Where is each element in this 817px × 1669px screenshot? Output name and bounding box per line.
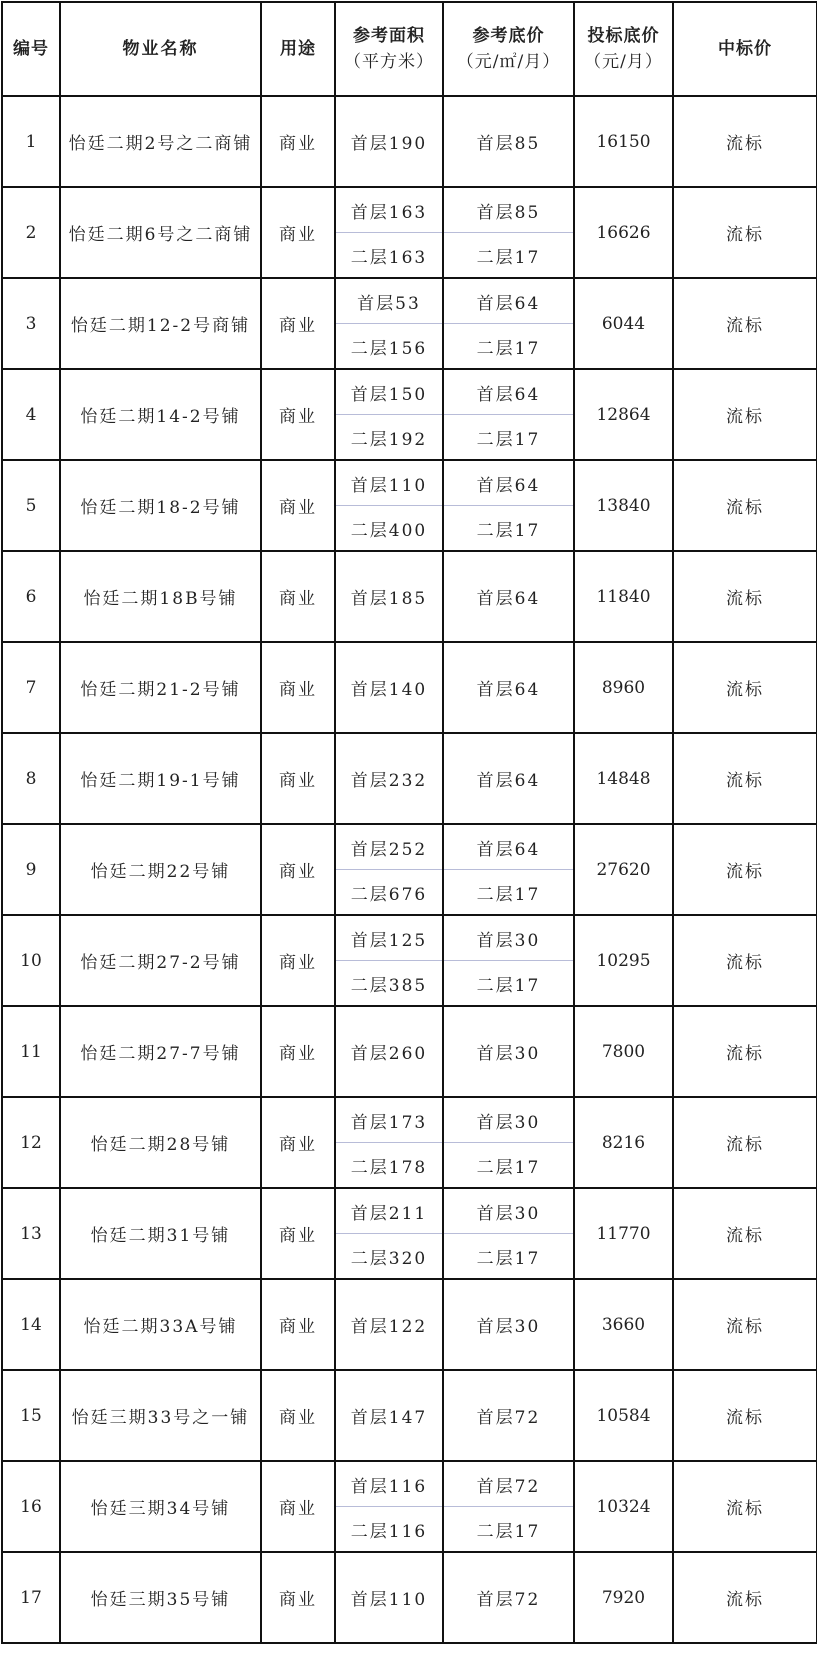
cell-no: 16 — [2, 1461, 60, 1552]
cell-price — [443, 460, 574, 551]
cell-win: 流标 — [673, 1370, 817, 1461]
cell-price-line: 二层17 — [444, 323, 573, 368]
cell-area-line: 首层163 — [350, 202, 428, 223]
cell-win: 流标 — [673, 1461, 817, 1552]
cell-price-line: 首层30 — [476, 1317, 541, 1337]
cell-price-line: 首层30 — [476, 1203, 541, 1224]
cell-price — [443, 733, 574, 824]
cell-price — [443, 824, 574, 915]
cell-price-line: 二层17 — [444, 1233, 573, 1278]
cell-price-line: 首层64 — [476, 589, 541, 609]
cell-name: 怡廷三期34号铺 — [60, 1461, 261, 1552]
table-row — [2, 96, 817, 187]
cell-win: 流标 — [673, 187, 817, 278]
cell-bid: 14848 — [574, 733, 673, 824]
cell-price-line: 首层72 — [476, 1408, 541, 1428]
cell-name: 怡廷二期27-2号铺 — [60, 915, 261, 1006]
cell-area-line: 二层385 — [336, 960, 442, 1005]
cell-price-line: 二层17 — [444, 1506, 573, 1551]
cell-win: 流标 — [673, 642, 817, 733]
table-row — [2, 915, 817, 1006]
cell-price — [443, 1097, 574, 1188]
cell-no: 2 — [2, 187, 60, 278]
cell-bid: 11840 — [574, 551, 673, 642]
table-body — [2, 96, 817, 1643]
cell-price — [443, 1279, 574, 1370]
cell-name: 怡廷二期22号铺 — [60, 824, 261, 915]
cell-area-line: 首层116 — [350, 1476, 428, 1497]
header-price — [443, 2, 574, 96]
cell-bid: 13840 — [574, 460, 673, 551]
cell-win: 流标 — [673, 551, 817, 642]
cell-area — [335, 369, 443, 460]
cell-bid: 6044 — [574, 278, 673, 369]
cell-area-line: 首层211 — [350, 1203, 428, 1224]
header-area — [335, 2, 443, 96]
cell-area — [335, 278, 443, 369]
cell-name: 怡廷二期21-2号铺 — [60, 642, 261, 733]
cell-bid: 10584 — [574, 1370, 673, 1461]
cell-bid: 7920 — [574, 1552, 673, 1643]
cell-win: 流标 — [673, 96, 817, 187]
cell-area-line: 首层53 — [357, 293, 421, 314]
cell-no: 10 — [2, 915, 60, 1006]
cell-price-line: 首层64 — [476, 680, 541, 700]
cell-use: 商业 — [261, 1552, 335, 1643]
cell-bid: 10324 — [574, 1461, 673, 1552]
cell-price-line: 首层64 — [476, 384, 541, 405]
cell-area-line: 首层232 — [350, 771, 428, 791]
cell-price — [443, 642, 574, 733]
table-row — [2, 1188, 817, 1279]
cell-area — [335, 96, 443, 187]
cell-win: 流标 — [673, 1097, 817, 1188]
cell-name: 怡廷二期2号之二商铺 — [60, 96, 261, 187]
cell-area-line: 首层125 — [350, 930, 428, 951]
header-name: 物业名称 — [60, 2, 261, 96]
cell-use: 商业 — [261, 551, 335, 642]
cell-price-line: 二层17 — [444, 960, 573, 1005]
cell-price-line: 首层30 — [476, 930, 541, 951]
header-bid — [574, 2, 673, 96]
cell-bid: 8960 — [574, 642, 673, 733]
cell-area — [335, 551, 443, 642]
cell-no: 7 — [2, 642, 60, 733]
cell-area-line: 二层178 — [336, 1142, 442, 1187]
cell-area-line: 二层156 — [336, 323, 442, 368]
cell-use: 商业 — [261, 369, 335, 460]
cell-no: 15 — [2, 1370, 60, 1461]
cell-use: 商业 — [261, 460, 335, 551]
header-use: 用途 — [261, 2, 335, 96]
cell-use: 商业 — [261, 96, 335, 187]
cell-bid: 16626 — [574, 187, 673, 278]
cell-use: 商业 — [261, 1006, 335, 1097]
cell-bid: 11770 — [574, 1188, 673, 1279]
cell-price — [443, 96, 574, 187]
cell-area — [335, 1097, 443, 1188]
cell-area-line: 首层173 — [350, 1112, 428, 1133]
cell-no: 17 — [2, 1552, 60, 1643]
cell-no: 13 — [2, 1188, 60, 1279]
cell-use: 商业 — [261, 1279, 335, 1370]
header-win: 中标价 — [673, 2, 817, 96]
cell-win: 流标 — [673, 460, 817, 551]
cell-price-line: 二层17 — [444, 232, 573, 277]
cell-name: 怡廷二期28号铺 — [60, 1097, 261, 1188]
cell-no: 3 — [2, 278, 60, 369]
cell-price — [443, 915, 574, 1006]
cell-area — [335, 1279, 443, 1370]
cell-price-line: 首层64 — [476, 771, 541, 791]
cell-price-line: 二层17 — [444, 505, 573, 550]
cell-name: 怡廷二期33A号铺 — [60, 1279, 261, 1370]
cell-no: 9 — [2, 824, 60, 915]
header-row — [2, 2, 817, 96]
cell-area-line: 二层163 — [336, 232, 442, 277]
cell-win: 流标 — [673, 1552, 817, 1643]
table-row — [2, 369, 817, 460]
header-area-line1: 参考面积 — [353, 26, 425, 46]
cell-area-line: 首层110 — [350, 1590, 428, 1610]
cell-price-line: 首层64 — [476, 839, 541, 860]
table-row — [2, 187, 817, 278]
cell-price-line: 首层85 — [476, 134, 541, 154]
table-row — [2, 1006, 817, 1097]
cell-price — [443, 1461, 574, 1552]
cell-price — [443, 187, 574, 278]
cell-area-line: 首层150 — [350, 384, 428, 405]
cell-bid: 8216 — [574, 1097, 673, 1188]
cell-area — [335, 460, 443, 551]
cell-area-line: 首层260 — [350, 1044, 428, 1064]
cell-name: 怡廷二期14-2号铺 — [60, 369, 261, 460]
cell-area-line: 首层190 — [350, 134, 428, 154]
cell-price-line: 二层17 — [444, 1142, 573, 1187]
cell-bid: 3660 — [574, 1279, 673, 1370]
table-row — [2, 1461, 817, 1552]
cell-win: 流标 — [673, 733, 817, 824]
cell-use: 商业 — [261, 1188, 335, 1279]
header-bid-line2: （元/月） — [584, 52, 663, 72]
cell-win: 流标 — [673, 369, 817, 460]
table-row — [2, 1552, 817, 1643]
table-row — [2, 824, 817, 915]
cell-win: 流标 — [673, 1006, 817, 1097]
cell-area-line: 首层122 — [350, 1317, 428, 1337]
cell-use: 商业 — [261, 642, 335, 733]
cell-price — [443, 1188, 574, 1279]
cell-name: 怡廷三期35号铺 — [60, 1552, 261, 1643]
cell-name: 怡廷二期12-2号商铺 — [60, 278, 261, 369]
cell-area — [335, 733, 443, 824]
cell-price — [443, 1552, 574, 1643]
header-price-line2: （元/㎡/月） — [456, 52, 561, 72]
header-bid-line1: 投标底价 — [587, 26, 660, 46]
cell-bid: 27620 — [574, 824, 673, 915]
cell-area-line: 首层110 — [350, 475, 428, 496]
cell-name: 怡廷三期33号之一铺 — [60, 1370, 261, 1461]
table-header — [2, 2, 817, 96]
table-row — [2, 733, 817, 824]
cell-price-line: 二层17 — [444, 414, 573, 459]
cell-name: 怡廷二期6号之二商铺 — [60, 187, 261, 278]
cell-area — [335, 1188, 443, 1279]
table-row — [2, 642, 817, 733]
cell-price — [443, 551, 574, 642]
cell-win: 流标 — [673, 278, 817, 369]
cell-use: 商业 — [261, 1097, 335, 1188]
cell-area — [335, 187, 443, 278]
cell-area — [335, 1370, 443, 1461]
cell-price-line: 首层30 — [476, 1044, 541, 1064]
cell-name: 怡廷二期18B号铺 — [60, 551, 261, 642]
header-price-line1: 参考底价 — [472, 26, 545, 46]
cell-name: 怡廷二期19-1号铺 — [60, 733, 261, 824]
cell-bid: 12864 — [574, 369, 673, 460]
cell-use: 商业 — [261, 915, 335, 1006]
cell-area-line: 二层116 — [336, 1506, 442, 1551]
cell-area-line: 首层140 — [350, 680, 428, 700]
cell-use: 商业 — [261, 1370, 335, 1461]
cell-area-line: 二层192 — [336, 414, 442, 459]
table-row — [2, 1370, 817, 1461]
cell-bid: 10295 — [574, 915, 673, 1006]
cell-area-line: 二层320 — [336, 1233, 442, 1278]
cell-no: 6 — [2, 551, 60, 642]
cell-no: 11 — [2, 1006, 60, 1097]
cell-bid: 7800 — [574, 1006, 673, 1097]
cell-area — [335, 1006, 443, 1097]
cell-area — [335, 642, 443, 733]
cell-area — [335, 1461, 443, 1552]
cell-area-line: 首层185 — [350, 589, 428, 609]
cell-use: 商业 — [261, 733, 335, 824]
cell-price — [443, 1006, 574, 1097]
cell-area — [335, 824, 443, 915]
header-no: 编号 — [2, 2, 60, 96]
cell-name: 怡廷二期27-7号铺 — [60, 1006, 261, 1097]
cell-price-line: 首层64 — [476, 293, 541, 314]
cell-use: 商业 — [261, 187, 335, 278]
cell-no: 5 — [2, 460, 60, 551]
cell-area — [335, 1552, 443, 1643]
cell-name: 怡廷二期18-2号铺 — [60, 460, 261, 551]
cell-price — [443, 1370, 574, 1461]
cell-use: 商业 — [261, 278, 335, 369]
cell-price — [443, 369, 574, 460]
cell-win: 流标 — [673, 824, 817, 915]
cell-area — [335, 915, 443, 1006]
cell-area-line: 首层252 — [350, 839, 428, 860]
cell-no: 4 — [2, 369, 60, 460]
table-row — [2, 1097, 817, 1188]
cell-no: 8 — [2, 733, 60, 824]
cell-no: 14 — [2, 1279, 60, 1370]
cell-bid: 16150 — [574, 96, 673, 187]
cell-name: 怡廷二期31号铺 — [60, 1188, 261, 1279]
cell-price-line: 首层72 — [476, 1590, 541, 1610]
cell-win: 流标 — [673, 915, 817, 1006]
cell-price-line: 首层72 — [476, 1476, 541, 1497]
cell-win: 流标 — [673, 1279, 817, 1370]
header-area-line2: （平方米） — [344, 52, 434, 72]
cell-no: 12 — [2, 1097, 60, 1188]
cell-price-line: 首层85 — [476, 202, 541, 223]
table-row — [2, 551, 817, 642]
cell-area-line: 二层676 — [336, 869, 442, 914]
cell-area-line: 首层147 — [350, 1408, 428, 1428]
cell-price-line: 首层64 — [476, 475, 541, 496]
property-bid-table — [1, 1, 817, 1644]
cell-no: 1 — [2, 96, 60, 187]
cell-price-line: 首层30 — [476, 1112, 541, 1133]
cell-use: 商业 — [261, 824, 335, 915]
cell-win: 流标 — [673, 1188, 817, 1279]
table-row — [2, 1279, 817, 1370]
table-row — [2, 460, 817, 551]
cell-price-line: 二层17 — [444, 869, 573, 914]
cell-use: 商业 — [261, 1461, 335, 1552]
cell-price — [443, 278, 574, 369]
table-row — [2, 278, 817, 369]
cell-area-line: 二层400 — [336, 505, 442, 550]
